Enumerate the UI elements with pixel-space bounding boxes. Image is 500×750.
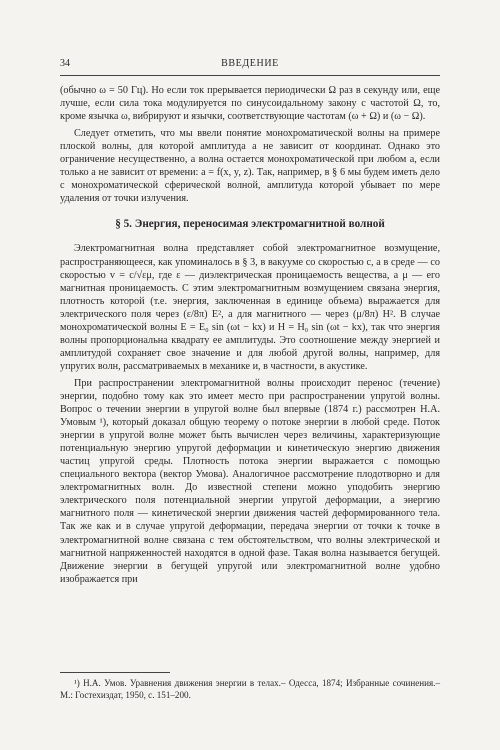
paragraph-continued: (обычно ω = 50 Гц). Но если ток прерывается периодически Ω раз в секунду или, еще лучше, если сила тока модулируется по синусоидальному закону с частотой Ω, то, кроме язычка ω, вибрируют и язычки, соответствующие частотам (ω + Ω) и (ω − Ω). (60, 85, 440, 123)
paragraph-energy-flow: При распространении электромагнитной волны происходит перенос (течение) энергии, подобно тому как это имеет место при распространении упругой волны. Вопрос о течении энергии в упругой волне был впервые (1874 г.) рассмотрен Н.А. Умовым ¹), который доказал общую теорему о потоке энергии в любой среде. Поток энергии в упругой волне может быть вычислен через величины, характеризующие потенциальную энергию упругой деформации и кинетическую энергию движения частиц упругой среды. Плотность потока энергии выражается с помощью специального вектора (вектор Умова). Аналогичное рассмотрение плодотворно и для электромагнитных волн. До известной степени можно уподобить энергию электрического поля потенциальной энергии упругой деформации, а энергию магнитного поля — кинетической энергии движения частей деформированного тела. Так же как и в случае упругой деформации, передача энергии от точки к точке в электромагнитной волне связана с тем обстоятельством, что волны электрической и магнитной напряженностей находятся в одной фазе. Такая волна называется бегущей. Движение энергии в бегущей упругой или электромагнитной волне удобно изображается при (60, 377, 440, 585)
paragraph-monochromatic: Следует отметить, что мы ввели понятие монохроматической волны на примере плоской волны, для которой амплитуда a не зависит от координат. Однако это ограничение несущественно, а волна остается монохроматической при любом a, если только a не зависит от времени: a = f(x, y, z). Так, например, в § 6 мы будем иметь дело с монохроматической сферической волной, амплитуда которой убывает по мере удаления от точки излучения. (60, 128, 440, 205)
footnote-rule (60, 672, 170, 673)
page-number: 34 (60, 58, 70, 69)
page-header (60, 58, 440, 72)
footnote-text: ¹) Н.А. Умов. Уравнения движения энергии в телах.– Одесса, 1874; Избранные сочинения.– М.: Гостехиздат, 1950, с. 151–200. (60, 678, 440, 700)
paragraph-energy-density: Электромагнитная волна представляет собой электромагнитное возмущение, распространяющееся, как упоминалось в § 3, в вакууме со скоростью c, а в среде — со скоростью v = c/√εμ, где ε — диэлектрическая проницаемость вещества, а μ — его магнитная проницаемость. С этим электромагнитным возмущением связана энергия, плотность которой (т.е. энергия, заключенная в единице объема) выражается для электрического поля через (ε/8π) E², а для магнитного — через (μ/8π) H². В случае монохроматической волны E = E₀ sin (ωt − kx) и H = H₀ sin (ωt − kx), так что энергия волны пропорциональна квадрату ее амплитуды. Это соотношение между энергией и амплитудой сохраняет свое значение и для любой другой волны, например, для упругих волн, рассматриваемых в механике и, в частности, в акустике. (60, 243, 440, 372)
running-title: ВВЕДЕНИЕ (221, 58, 279, 69)
page-body (60, 84, 440, 590)
footnote (60, 677, 440, 701)
header-rule (60, 75, 440, 76)
section-heading: § 5. Энергия, переносимая электромагнитной волной (115, 218, 385, 231)
